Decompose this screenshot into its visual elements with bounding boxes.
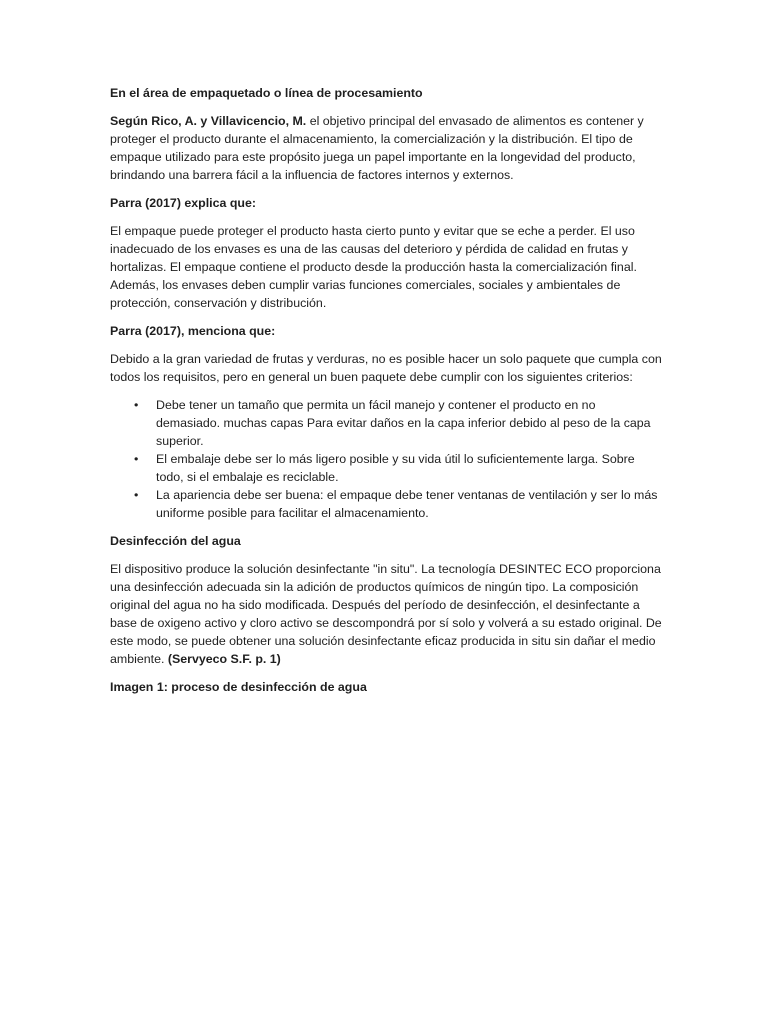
heading-parra-mentions: Parra (2017), menciona que: — [110, 324, 276, 338]
paragraph-criteria-intro: Debido a la gran variedad de frutas y verduras, no es posible hacer un solo paquete que cumpla con todos los requisitos, pero en general un buen paquete debe cumplir con los siguientes criterios: — [110, 352, 662, 384]
image-caption: Imagen 1: proceso de desinfección de agua — [110, 680, 367, 694]
heading-packaging-area: En el área de empaquetado o línea de procesamiento — [110, 86, 423, 100]
paragraph-packaging-objective — [110, 112, 662, 184]
citation-servyeco: (Servyeco S.F. p. 1) — [167, 652, 281, 666]
bullet-icon: • — [134, 452, 139, 466]
paragraph-packaging-objective-text: el objetivo principal del envasado de alimentos es contener y proteger el producto durante el almacenamiento, la comercialización y la distribución. El tipo de empaque utilizado para este propósito juega un papel importante en la longevidad del producto, brindando una barrera fácil a la influencia de factores internos y externos. — [110, 114, 644, 182]
list-item-text: El embalaje debe ser lo más ligero posible y su vida útil lo suficientemente larga. Sobre todo, si el embalaje es reciclable. — [156, 452, 635, 484]
list-item-text: La apariencia debe ser buena: el empaque debe tener ventanas de ventilación y ser lo más uniforme posible para facilitar el almacenamiento. — [156, 488, 658, 520]
citation-rico-villavicencio: Según Rico, A. y Villavicencio, M. — [110, 114, 307, 128]
list-item — [134, 396, 662, 450]
list-item — [134, 486, 662, 522]
heading-parra-explains: Parra (2017) explica que: — [110, 196, 257, 210]
document-page — [110, 84, 662, 706]
paragraph-water-disinfection — [110, 560, 662, 668]
paragraph-water-disinfection-text: El dispositivo produce la solución desinfectante "in situ". La tecnología DESINTEC ECO proporciona una desinfección adecuada sin la adición de productos químicos de ningún tipo. La composición original del agua no ha sido modificada. Después del período de desinfección, el desinfectante a base de oxigeno activo y cloro activo se descompondrá por sí solo y volverá a su estado original. De este modo, se puede obtener una solución desinfectante eficaz producida in situ sin dañar el medio ambiente. — [110, 562, 662, 666]
heading-water-disinfection: Desinfección del agua — [110, 534, 241, 548]
bullet-icon: • — [134, 398, 139, 412]
criteria-list — [110, 396, 662, 522]
paragraph-packaging-protection: El empaque puede proteger el producto hasta cierto punto y evitar que se eche a perder. El uso inadecuado de los envases es una de las causas del deterioro y pérdida de calidad en frutas y hortalizas. El empaque contiene el producto desde la producción hasta la comercialización final. Además, los envases deben cumplir varias funciones comerciales, sociales y ambientales de protección, conservación y distribución. — [110, 224, 637, 310]
list-item-text: Debe tener un tamaño que permita un fácil manejo y contener el producto en no demasiado. muchas capas Para evitar daños en la capa inferior debido al peso de la capa superior. — [156, 398, 651, 448]
bullet-icon: • — [134, 488, 139, 502]
list-item — [134, 450, 662, 486]
